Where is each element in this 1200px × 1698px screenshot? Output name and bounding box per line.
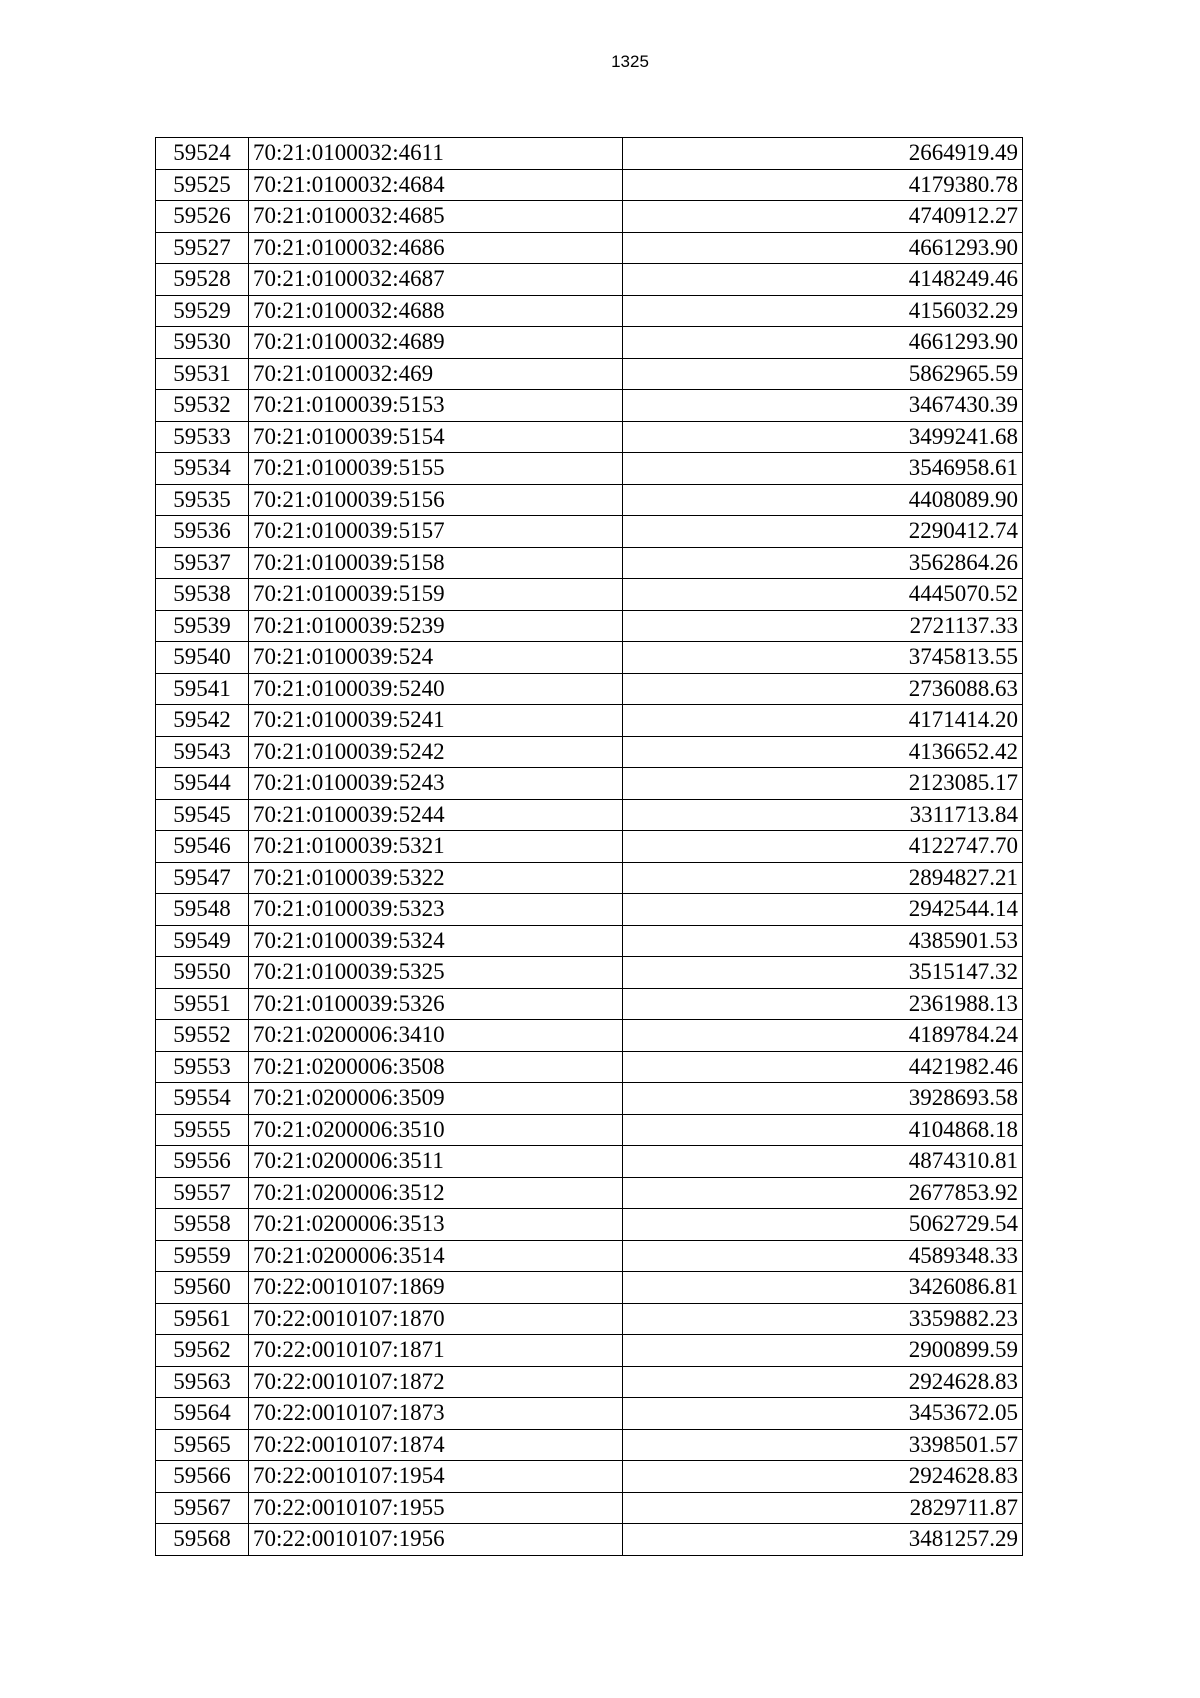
row-number-cell: 59534 xyxy=(156,453,249,485)
table-row xyxy=(156,1366,1023,1398)
cadastral-value-cell: 3426086.81 xyxy=(623,1272,1023,1304)
cadastral-value-cell: 4148249.46 xyxy=(623,264,1023,296)
cadastral-number-cell: 70:21:0100039:5244 xyxy=(249,799,623,831)
row-number-cell: 59541 xyxy=(156,673,249,705)
row-number-cell: 59554 xyxy=(156,1083,249,1115)
row-number-cell: 59527 xyxy=(156,232,249,264)
cadastral-value-cell: 3745813.55 xyxy=(623,642,1023,674)
table-row xyxy=(156,1083,1023,1115)
table-row xyxy=(156,1429,1023,1461)
cadastral-value-cell: 3928693.58 xyxy=(623,1083,1023,1115)
cadastral-number-cell: 70:22:0010107:1874 xyxy=(249,1429,623,1461)
row-number-cell: 59564 xyxy=(156,1398,249,1430)
cadastral-number-cell: 70:21:0100039:5324 xyxy=(249,925,623,957)
table-row xyxy=(156,736,1023,768)
table-row xyxy=(156,988,1023,1020)
table-row xyxy=(156,138,1023,170)
cadastral-number-cell: 70:22:0010107:1869 xyxy=(249,1272,623,1304)
cadastral-number-cell: 70:21:0200006:3510 xyxy=(249,1114,623,1146)
table-row xyxy=(156,768,1023,800)
table-row xyxy=(156,831,1023,863)
row-number-cell: 59552 xyxy=(156,1020,249,1052)
row-number-cell: 59533 xyxy=(156,421,249,453)
row-number-cell: 59548 xyxy=(156,894,249,926)
cadastral-value-table xyxy=(155,137,1023,1556)
cadastral-number-cell: 70:21:0200006:3511 xyxy=(249,1146,623,1178)
cadastral-value-cell: 4740912.27 xyxy=(623,201,1023,233)
row-number-cell: 59565 xyxy=(156,1429,249,1461)
cadastral-number-cell: 70:21:0100032:4689 xyxy=(249,327,623,359)
table-row xyxy=(156,1461,1023,1493)
row-number-cell: 59542 xyxy=(156,705,249,737)
table-row xyxy=(156,642,1023,674)
row-number-cell: 59558 xyxy=(156,1209,249,1241)
cadastral-value-cell: 2361988.13 xyxy=(623,988,1023,1020)
row-number-cell: 59544 xyxy=(156,768,249,800)
cadastral-value-cell: 2900899.59 xyxy=(623,1335,1023,1367)
cadastral-value-cell: 4385901.53 xyxy=(623,925,1023,957)
table-row xyxy=(156,1209,1023,1241)
table-body xyxy=(156,138,1023,1556)
cadastral-value-cell: 4661293.90 xyxy=(623,327,1023,359)
cadastral-value-cell: 2894827.21 xyxy=(623,862,1023,894)
cadastral-number-cell: 70:21:0200006:3508 xyxy=(249,1051,623,1083)
row-number-cell: 59566 xyxy=(156,1461,249,1493)
cadastral-value-cell: 4171414.20 xyxy=(623,705,1023,737)
cadastral-value-cell: 2123085.17 xyxy=(623,768,1023,800)
cadastral-value-cell: 3453672.05 xyxy=(623,1398,1023,1430)
table-row xyxy=(156,232,1023,264)
cadastral-value-cell: 2677853.92 xyxy=(623,1177,1023,1209)
table-row xyxy=(156,358,1023,390)
table-row xyxy=(156,925,1023,957)
page-number: 1325 xyxy=(611,52,649,71)
table-row xyxy=(156,799,1023,831)
cadastral-number-cell: 70:21:0100039:5159 xyxy=(249,579,623,611)
cadastral-number-cell: 70:21:0100032:4611 xyxy=(249,138,623,170)
row-number-cell: 59559 xyxy=(156,1240,249,1272)
table-row xyxy=(156,421,1023,453)
row-number-cell: 59557 xyxy=(156,1177,249,1209)
row-number-cell: 59528 xyxy=(156,264,249,296)
row-number-cell: 59562 xyxy=(156,1335,249,1367)
table-row xyxy=(156,264,1023,296)
cadastral-value-cell: 4874310.81 xyxy=(623,1146,1023,1178)
cadastral-value-cell: 3515147.32 xyxy=(623,957,1023,989)
row-number-cell: 59538 xyxy=(156,579,249,611)
table-row xyxy=(156,295,1023,327)
cadastral-number-cell: 70:21:0100039:5155 xyxy=(249,453,623,485)
cadastral-value-cell: 4122747.70 xyxy=(623,831,1023,863)
table-row xyxy=(156,1051,1023,1083)
row-number-cell: 59535 xyxy=(156,484,249,516)
cadastral-value-cell: 3467430.39 xyxy=(623,390,1023,422)
table-row xyxy=(156,673,1023,705)
row-number-cell: 59546 xyxy=(156,831,249,863)
cadastral-number-cell: 70:22:0010107:1873 xyxy=(249,1398,623,1430)
row-number-cell: 59539 xyxy=(156,610,249,642)
cadastral-number-cell: 70:21:0100039:5321 xyxy=(249,831,623,863)
table-row xyxy=(156,1272,1023,1304)
cadastral-value-cell: 2721137.33 xyxy=(623,610,1023,642)
cadastral-number-cell: 70:21:0100039:5240 xyxy=(249,673,623,705)
row-number-cell: 59549 xyxy=(156,925,249,957)
table-row xyxy=(156,1398,1023,1430)
cadastral-value-cell: 5862965.59 xyxy=(623,358,1023,390)
table-row xyxy=(156,894,1023,926)
row-number-cell: 59536 xyxy=(156,516,249,548)
table-row xyxy=(156,610,1023,642)
cadastral-value-cell: 2290412.74 xyxy=(623,516,1023,548)
table-row xyxy=(156,201,1023,233)
cadastral-number-cell: 70:22:0010107:1955 xyxy=(249,1492,623,1524)
table-row xyxy=(156,1524,1023,1556)
row-number-cell: 59525 xyxy=(156,169,249,201)
cadastral-value-cell: 4445070.52 xyxy=(623,579,1023,611)
cadastral-value-cell: 4189784.24 xyxy=(623,1020,1023,1052)
row-number-cell: 59532 xyxy=(156,390,249,422)
table-row xyxy=(156,957,1023,989)
table-row xyxy=(156,1146,1023,1178)
table-row xyxy=(156,1114,1023,1146)
cadastral-number-cell: 70:21:0200006:3513 xyxy=(249,1209,623,1241)
cadastral-value-cell: 3359882.23 xyxy=(623,1303,1023,1335)
row-number-cell: 59526 xyxy=(156,201,249,233)
cadastral-value-cell: 3398501.57 xyxy=(623,1429,1023,1461)
row-number-cell: 59537 xyxy=(156,547,249,579)
table-row xyxy=(156,1335,1023,1367)
cadastral-value-cell: 4156032.29 xyxy=(623,295,1023,327)
cadastral-number-cell: 70:21:0100032:4688 xyxy=(249,295,623,327)
row-number-cell: 59568 xyxy=(156,1524,249,1556)
cadastral-value-cell: 2924628.83 xyxy=(623,1461,1023,1493)
row-number-cell: 59524 xyxy=(156,138,249,170)
cadastral-value-cell: 3499241.68 xyxy=(623,421,1023,453)
table-row xyxy=(156,547,1023,579)
cadastral-number-cell: 70:21:0100032:469 xyxy=(249,358,623,390)
cadastral-number-cell: 70:21:0200006:3514 xyxy=(249,1240,623,1272)
cadastral-number-cell: 70:22:0010107:1871 xyxy=(249,1335,623,1367)
row-number-cell: 59553 xyxy=(156,1051,249,1083)
cadastral-number-cell: 70:21:0200006:3512 xyxy=(249,1177,623,1209)
cadastral-number-cell: 70:21:0100032:4687 xyxy=(249,264,623,296)
cadastral-number-cell: 70:21:0100039:5239 xyxy=(249,610,623,642)
cadastral-value-cell: 4589348.33 xyxy=(623,1240,1023,1272)
cadastral-number-cell: 70:21:0100039:5157 xyxy=(249,516,623,548)
cadastral-number-cell: 70:21:0100039:5323 xyxy=(249,894,623,926)
cadastral-value-cell: 4408089.90 xyxy=(623,484,1023,516)
cadastral-value-cell: 4136652.42 xyxy=(623,736,1023,768)
cadastral-number-cell: 70:21:0100039:5242 xyxy=(249,736,623,768)
table-row xyxy=(156,327,1023,359)
cadastral-number-cell: 70:21:0100039:524 xyxy=(249,642,623,674)
table-row xyxy=(156,390,1023,422)
row-number-cell: 59551 xyxy=(156,988,249,1020)
table-row xyxy=(156,705,1023,737)
cadastral-value-cell: 4179380.78 xyxy=(623,169,1023,201)
cadastral-value-cell: 3562864.26 xyxy=(623,547,1023,579)
row-number-cell: 59545 xyxy=(156,799,249,831)
cadastral-number-cell: 70:21:0100039:5154 xyxy=(249,421,623,453)
cadastral-value-cell: 2664919.49 xyxy=(623,138,1023,170)
cadastral-number-cell: 70:21:0100039:5243 xyxy=(249,768,623,800)
cadastral-number-cell: 70:21:0100039:5158 xyxy=(249,547,623,579)
row-number-cell: 59555 xyxy=(156,1114,249,1146)
cadastral-number-cell: 70:22:0010107:1954 xyxy=(249,1461,623,1493)
table-row xyxy=(156,1020,1023,1052)
row-number-cell: 59561 xyxy=(156,1303,249,1335)
cadastral-value-cell: 5062729.54 xyxy=(623,1209,1023,1241)
cadastral-number-cell: 70:22:0010107:1956 xyxy=(249,1524,623,1556)
cadastral-number-cell: 70:21:0200006:3509 xyxy=(249,1083,623,1115)
cadastral-value-cell: 4421982.46 xyxy=(623,1051,1023,1083)
table-row xyxy=(156,169,1023,201)
table-row xyxy=(156,579,1023,611)
cadastral-value-cell: 3481257.29 xyxy=(623,1524,1023,1556)
cadastral-number-cell: 70:22:0010107:1872 xyxy=(249,1366,623,1398)
cadastral-value-cell: 3546958.61 xyxy=(623,453,1023,485)
row-number-cell: 59531 xyxy=(156,358,249,390)
table-row xyxy=(156,862,1023,894)
cadastral-number-cell: 70:21:0200006:3410 xyxy=(249,1020,623,1052)
row-number-cell: 59530 xyxy=(156,327,249,359)
cadastral-number-cell: 70:21:0100039:5153 xyxy=(249,390,623,422)
cadastral-number-cell: 70:21:0100032:4684 xyxy=(249,169,623,201)
cadastral-number-cell: 70:22:0010107:1870 xyxy=(249,1303,623,1335)
cadastral-value-cell: 4104868.18 xyxy=(623,1114,1023,1146)
cadastral-number-cell: 70:21:0100039:5156 xyxy=(249,484,623,516)
cadastral-value-cell: 2736088.63 xyxy=(623,673,1023,705)
row-number-cell: 59547 xyxy=(156,862,249,894)
row-number-cell: 59550 xyxy=(156,957,249,989)
cadastral-number-cell: 70:21:0100032:4686 xyxy=(249,232,623,264)
cadastral-number-cell: 70:21:0100039:5322 xyxy=(249,862,623,894)
row-number-cell: 59567 xyxy=(156,1492,249,1524)
cadastral-number-cell: 70:21:0100032:4685 xyxy=(249,201,623,233)
cadastral-number-cell: 70:21:0100039:5326 xyxy=(249,988,623,1020)
cadastral-value-cell: 4661293.90 xyxy=(623,232,1023,264)
row-number-cell: 59543 xyxy=(156,736,249,768)
table-row xyxy=(156,453,1023,485)
cadastral-value-cell: 2829711.87 xyxy=(623,1492,1023,1524)
row-number-cell: 59529 xyxy=(156,295,249,327)
row-number-cell: 59556 xyxy=(156,1146,249,1178)
table-row xyxy=(156,1303,1023,1335)
table-row xyxy=(156,516,1023,548)
table-row xyxy=(156,1240,1023,1272)
row-number-cell: 59563 xyxy=(156,1366,249,1398)
cadastral-value-cell: 3311713.84 xyxy=(623,799,1023,831)
cadastral-number-cell: 70:21:0100039:5241 xyxy=(249,705,623,737)
cadastral-value-cell: 2924628.83 xyxy=(623,1366,1023,1398)
table-row xyxy=(156,1177,1023,1209)
row-number-cell: 59540 xyxy=(156,642,249,674)
table-row xyxy=(156,484,1023,516)
cadastral-value-cell: 2942544.14 xyxy=(623,894,1023,926)
row-number-cell: 59560 xyxy=(156,1272,249,1304)
cadastral-number-cell: 70:21:0100039:5325 xyxy=(249,957,623,989)
table-row xyxy=(156,1492,1023,1524)
